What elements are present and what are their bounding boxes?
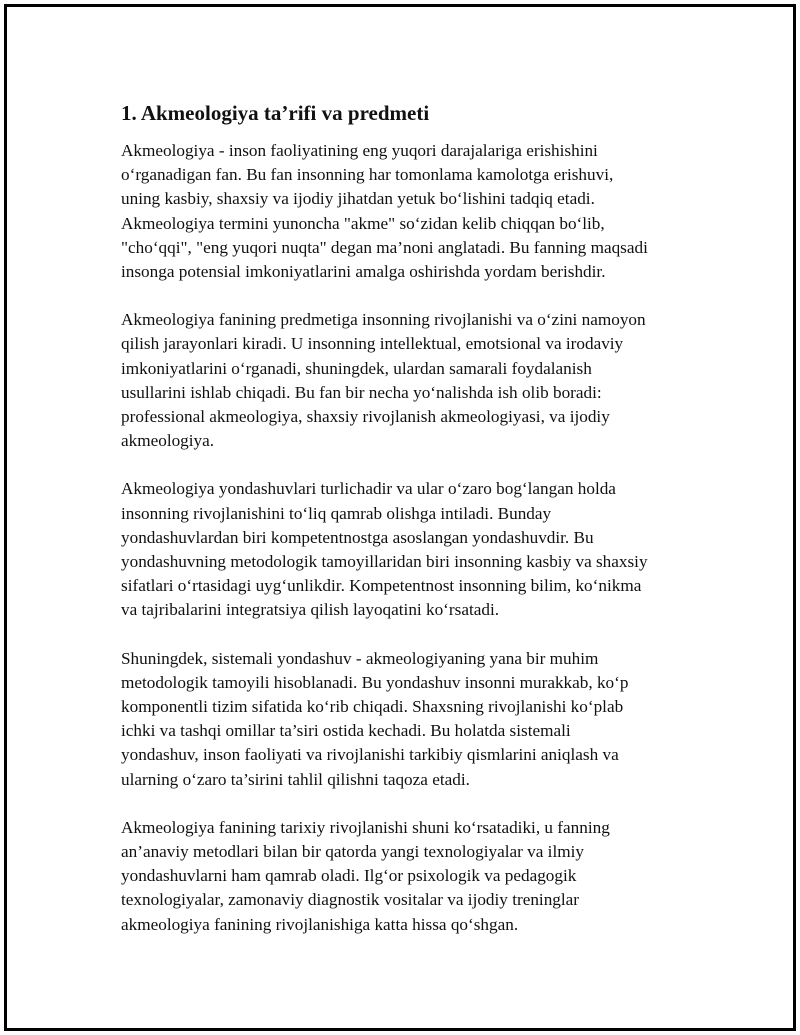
text-line: yondashuvlarni ham qamrab oladi. Ilg‘or psixologik va pedagogik bbox=[121, 866, 577, 886]
paragraph-history bbox=[121, 816, 701, 937]
text-line: usullarini ishlab chiqadi. Bu fan bir necha yo‘nalishda ish olib boradi: bbox=[121, 382, 602, 402]
paragraph-approaches bbox=[121, 477, 701, 622]
text-line: an’anaviy metodlari bilan bir qatorda yangi texnologiyalar va ilmiy bbox=[121, 842, 584, 862]
document-body bbox=[121, 98, 701, 961]
text-line: akmeologiya. bbox=[121, 431, 215, 451]
text-line: ichki va tashqi omillar ta’siri ostida kechadi. Bu holatda sistemali bbox=[121, 721, 571, 741]
page-frame bbox=[4, 4, 796, 1031]
text-line: texnologiyalar, zamonaviy diagnostik vositalar va ijodiy treninglar bbox=[121, 890, 580, 910]
text-line: Akmeologiya fanining tarixiy rivojlanishi shuni ko‘rsatadiki, u fanning bbox=[121, 817, 610, 837]
paragraph-systemic-approach bbox=[121, 647, 701, 792]
text-line: metodologik tamoyili hisoblanadi. Bu yondashuv insonni murakkab, ko‘p bbox=[121, 672, 629, 692]
text-line: Akmeologiya fanining predmetiga insonning rivojlanishi va o‘zini namoyon bbox=[121, 310, 646, 330]
text-line: uning kasbiy, shaxsiy va ijodiy jihatdan yetuk bo‘lishini tadqiq etadi. bbox=[121, 189, 595, 209]
paragraph-definition bbox=[121, 139, 701, 284]
text-line: va tajribalarini integratsiya qilish layoqatini ko‘rsatadi. bbox=[121, 600, 500, 620]
text-line: yondashuvning metodologik tamoyillaridan biri insonning kasbiy va shaxsiy bbox=[121, 552, 648, 572]
paragraph-subject bbox=[121, 308, 701, 453]
text-line: "cho‘qqi", "eng yuqori nuqta" degan ma’noni anglatadi. Bu fanning maqsadi bbox=[121, 237, 648, 257]
section-heading: 1. Akmeologiya ta’rifi va predmeti bbox=[121, 101, 430, 125]
text-line: ularning o‘zaro ta’sirini tahlil qilishni taqoza etadi. bbox=[121, 769, 470, 789]
text-line: komponentli tizim sifatida ko‘rib chiqadi. Shaxsning rivojlanishi ko‘plab bbox=[121, 697, 624, 717]
text-line: akmeologiya fanining rivojlanishiga katta hissa qo‘shgan. bbox=[121, 914, 519, 934]
text-line: insonga potensial imkoniyatlarini amalga oshirishda yordam berishdir. bbox=[121, 262, 606, 282]
text-line: professional akmeologiya, shaxsiy rivojlanish akmeologiyasi, va ijodiy bbox=[121, 407, 610, 427]
text-line: Shuningdek, sistemali yondashuv - akmeologiyaning yana bir muhim bbox=[121, 648, 599, 668]
text-line: insonning rivojlanishini to‘liq qamrab olishga intiladi. Bunday bbox=[121, 503, 552, 523]
text-line: Akmeologiya - inson faoliyatining eng yuqori darajalariga erishishini bbox=[121, 141, 598, 160]
text-line: Akmeologiya yondashuvlari turlichadir va ular o‘zaro bog‘langan holda bbox=[121, 479, 616, 499]
text-line: yondashuvlardan biri kompetentnostga asoslangan yondashuvdir. Bu bbox=[121, 527, 594, 547]
text-line: yondashuv, inson faoliyati va rivojlanishi tarkibiy qismlarini aniqlash va bbox=[121, 745, 619, 765]
text-line: o‘rganadigan fan. Bu fan insonning har tomonlama kamolotga erishuvi, bbox=[121, 165, 614, 185]
text-line: qilish jarayonlari kiradi. U insonning intellektual, emotsional va irodaviy bbox=[121, 334, 624, 354]
text-line: sifatlari o‘rtasidagi uyg‘unlikdir. Kompetentnost insonning bilim, ko‘nikma bbox=[121, 576, 642, 596]
text-line: Akmeologiya termini yunoncha "akme" so‘zidan kelib chiqqan bo‘lib, bbox=[121, 213, 605, 233]
text-line: imkoniyatlarini o‘rganadi, shuningdek, ulardan samarali foydalanish bbox=[121, 358, 592, 378]
